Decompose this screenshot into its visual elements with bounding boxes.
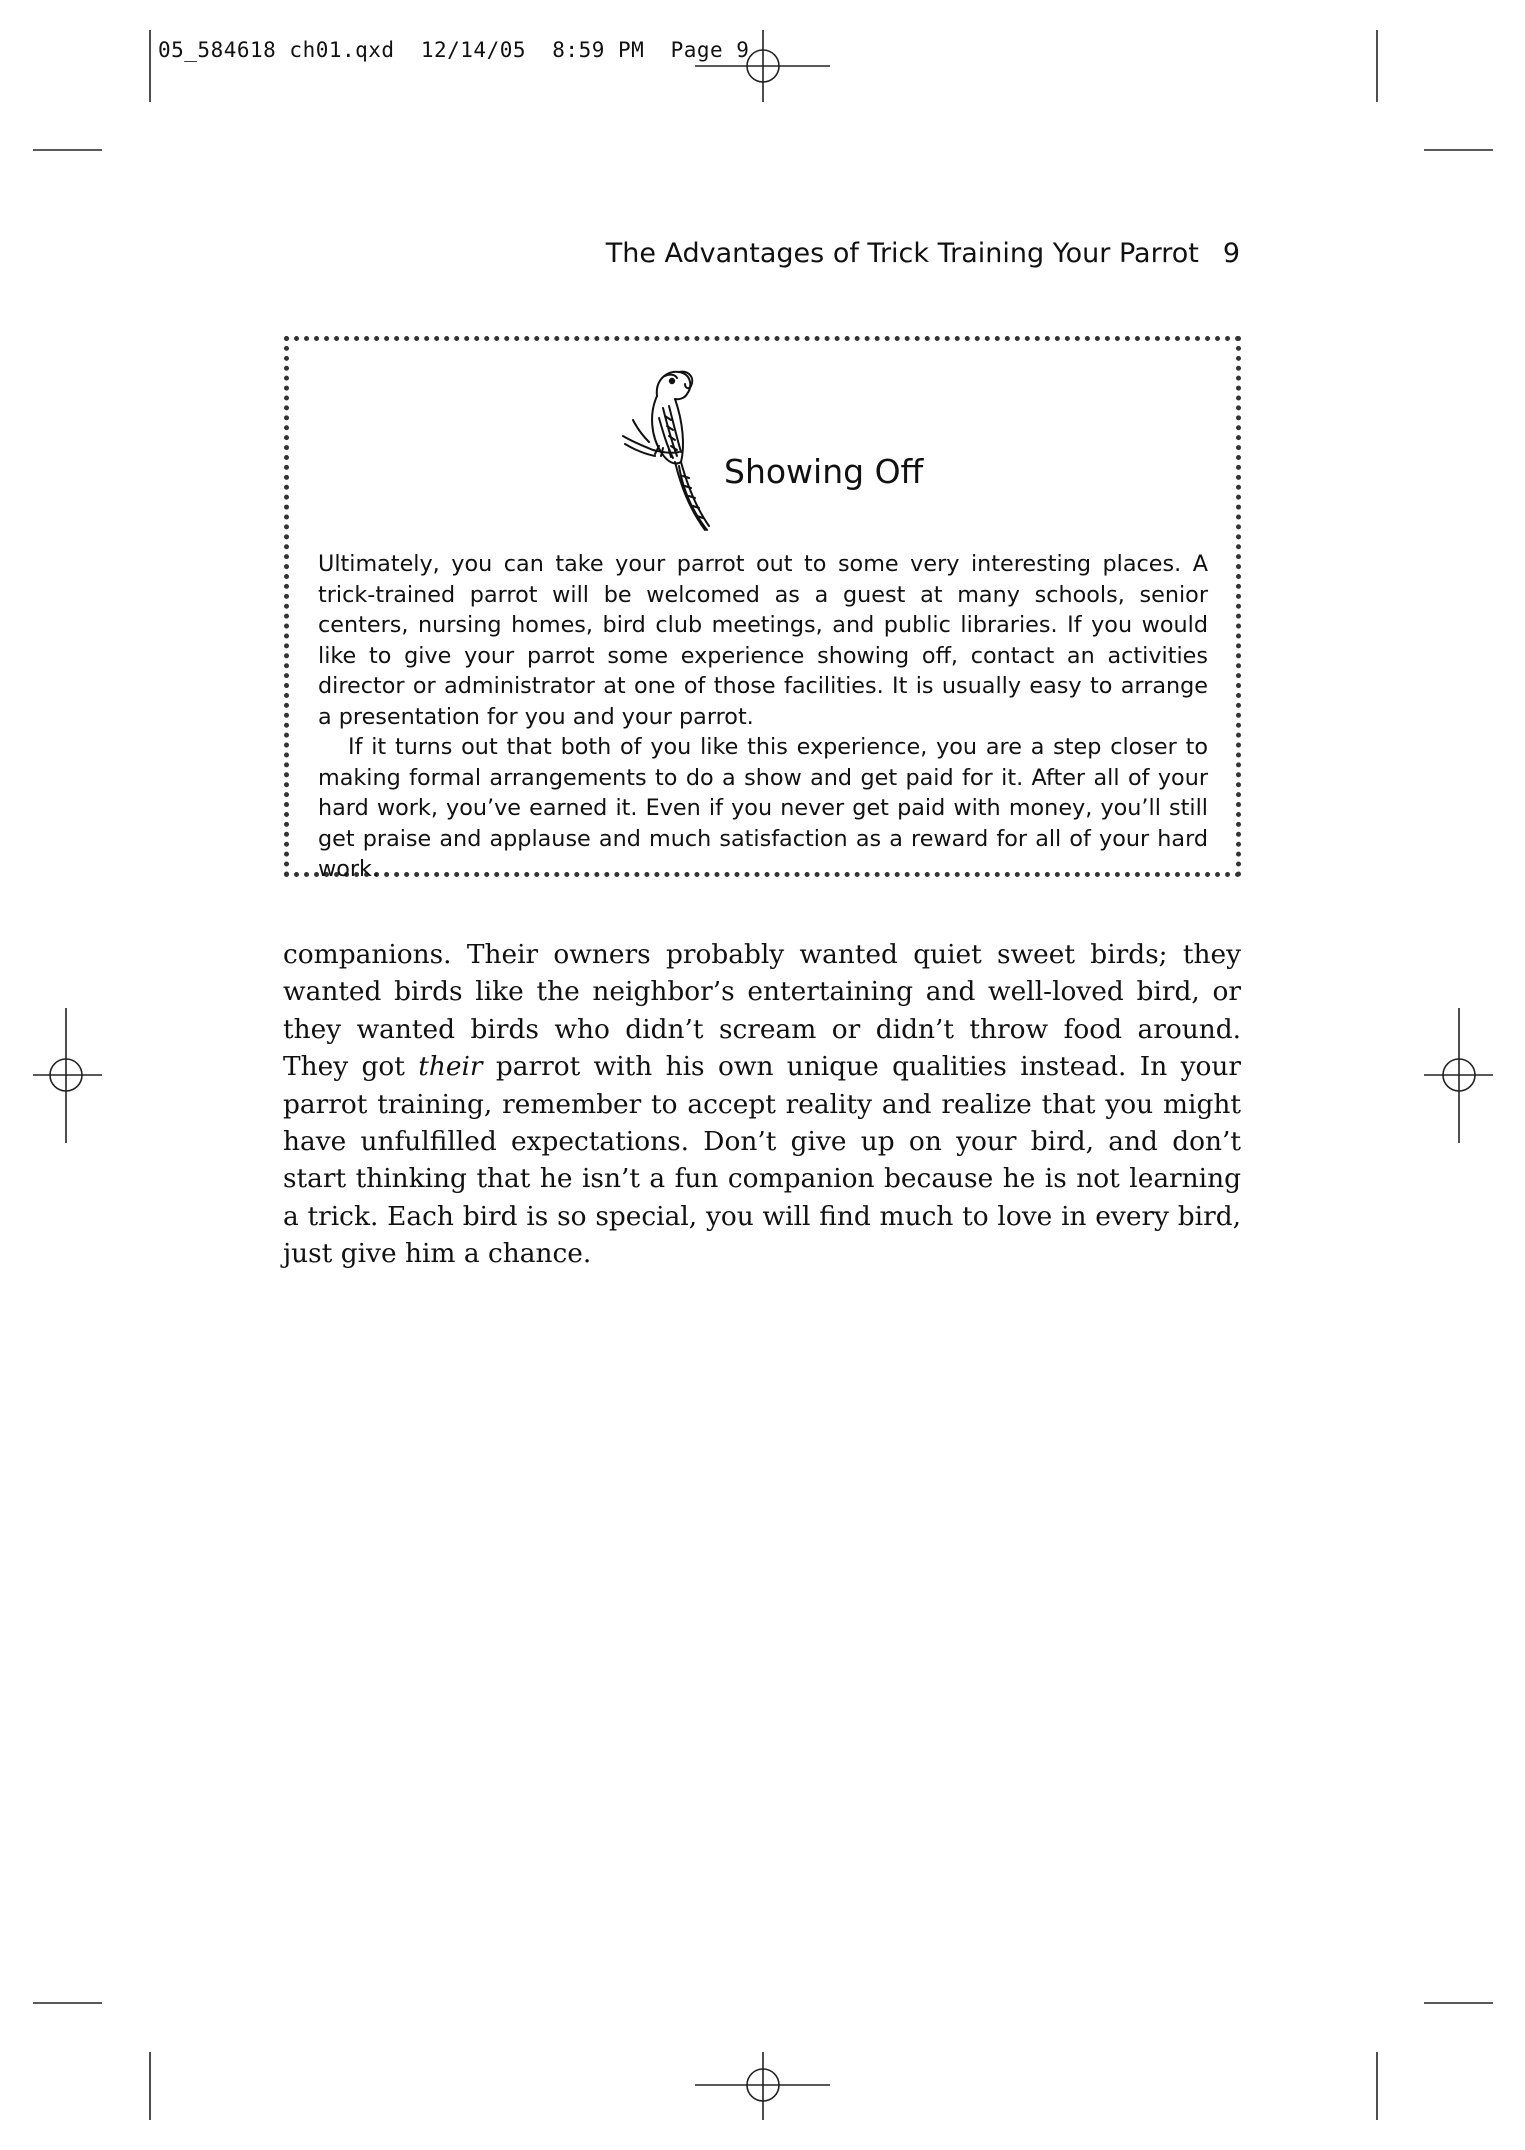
sidebar-paragraph: If it turns out that both of you like this experience, you are a step closer to making formal arrangements to do a show and get paid for it. After all of your hard work, you’ve earned it. Even if you never get paid with money, you’ll still get praise and applause and much satisfaction as a reward for all of your hard work. <box>318 734 1208 882</box>
registration-mark-left <box>33 1008 102 1143</box>
slug-line: 05_584618 ch01.qxd 12/14/05 8:59 PM Page 9 <box>158 38 750 62</box>
sidebar-box <box>284 336 1241 882</box>
registration-mark-top <box>695 30 830 102</box>
parrot-icon <box>619 366 729 532</box>
sidebar-title: Showing Off <box>724 452 924 491</box>
running-head <box>560 238 1240 269</box>
body-text-italic: their <box>418 1051 483 1083</box>
sidebar-paragraph: Ultimately, you can take your parrot out to some very interesting places. A trick-trained parrot will be welcomed as a guest at many schools, senior centers, nursing homes, bird club meetings, and public libraries. If you would like to give your parrot some experience showing off, contact an activities director or administrator at one of those facilities. It is usually easy to arrange a presentation for you and your parrot. <box>318 551 1208 730</box>
body-paragraph <box>283 936 1241 1273</box>
running-head-title: The Advantages of Trick Training Your Parrot <box>605 238 1199 269</box>
body-text: companions. Their owners probably wanted quiet sweet birds; they wanted birds like the neighbor’s entertaining and well-loved bird, or they wanted birds who didn’t scream or didn’t throw food around. They got <box>283 939 1241 1083</box>
registration-mark-right <box>1424 1008 1493 1143</box>
body-text: parrot with his own unique qualities instead. In your parrot training, remember to accept reality and realize that you might have unfulfilled expectations. Don’t give up on your bird, and don’t start thinking that he isn’t a fun companion because he is not learning a trick. Each bird is so special, you will find much to love in every bird, just give him a chance. <box>283 1051 1241 1270</box>
registration-mark-bottom <box>695 2052 830 2120</box>
page-number: 9 <box>1222 238 1240 269</box>
sidebar-body <box>318 549 1208 885</box>
sidebar-header <box>619 366 1019 532</box>
